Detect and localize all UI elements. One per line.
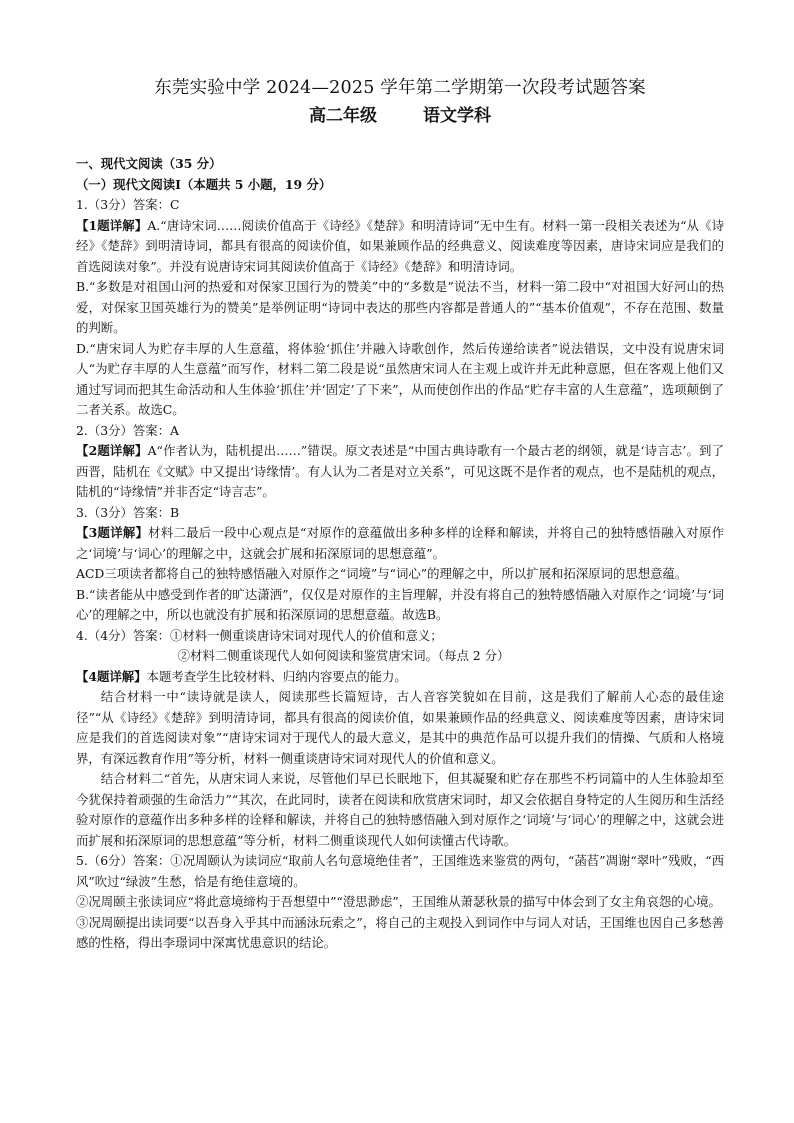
q3-acd: ACD三项读者都将自己的独特感悟融入对原作之“词境”与“词心”的理解之中，所以扩展和拓深原词的思想意蕴。 <box>76 566 688 581</box>
q1-tag: 【1题详解】 <box>76 217 148 233</box>
q1-answer: 1.（3分）答案：C <box>76 197 180 212</box>
q4-paragraph-2: 结合材料二“首先，从唐宋词人来说，尽管他们早已长眠地下，但其凝聚和贮存在那些不朽词篇中的人生体验却至今犹保持着顽强的生命活力”“其次，在此同时，读者在阅读和欣赏唐宋词时，却又会依据自身特定的人生阅历和生活经验对原作的意蕴作出多种多样的诠释和解读，并将自己的独特感悟融入到对原作之‘词境’与‘词心’的理解之中，这就会进而扩展和拓深原词的思想意蕴”等分析，材料二侧重谈现代人如何读懂古代诗歌。 <box>76 771 724 848</box>
document-subtitle <box>76 104 724 128</box>
q2-answer: 2.（3分）答案：A <box>76 422 179 438</box>
subject-label: 语文学科 <box>423 106 491 126</box>
q3-option-b: B.“读者能从中感受到作者的旷达潇洒”，仅仅是对原作的主旨理解，并没有将自己的独特感悟融入对原作之‘词境’与‘词心’的理解之中，所以也就没有扩展和拓深原词的思想意蕴。故选B。 <box>76 586 724 622</box>
q1-option-a: A.“唐诗宋词……阅读价值高于《诗经》《楚辞》和明清诗词”无中生有。材料一第一段相关表述为“从《诗经》《楚辞》到明清诗词，都具有很高的阅读价值，如果兼顾作品的经典意义、阅读难度等因素，唐诗宋词应是我们的首选阅读对象”。并没有说唐诗宋词其阅读价值高于《诗经》《楚辞》和明清诗词。 <box>76 217 724 274</box>
q4-paragraph-1: 结合材料一中“读诗就是读人，阅读那些长篇短诗，古人音容笑貌如在目前，这是我们了解前人心态的最佳途径”“从《诗经》《楚辞》到明清诗词，都具有很高的阅读价值，如果兼顾作品的经典意义、阅读难度等因素，唐诗宋词应是我们的首选阅读对象”“唐诗宋词对于现代人的最大意义，是其中的典范作品可以提升我们的情操、气质和人格境界，有深远教育作用”等分析，材料一侧重谈唐诗宋词对现代人的价值和意义。 <box>76 689 724 766</box>
q3-answer: 3.（3分）答案：B <box>76 504 180 520</box>
grade-label: 高二年级 <box>309 106 377 126</box>
q2-text: A“作者认为，陆机提出……”错误。原文表述是“中国古典诗歌有一个最古老的纲领，就是‘诗言志’。到了西晋，陆机在《文赋》中又提出‘诗缘情’。有人认为二者是对立关系”，可见这既不是作者的观点，也不是陆机的观点，陆机的“诗缘情”并非否定“诗言志”。 <box>76 443 724 499</box>
q2-explanation <box>76 441 724 503</box>
q3-explanation <box>76 523 724 564</box>
q1-explanation-a <box>76 216 724 278</box>
q4-intro: 本题考查学生比较材料、归纳内容要点的能力。 <box>146 668 407 684</box>
q2-tag: 【2题详解】 <box>76 443 148 458</box>
q4-answer: 4.（4分）答案：①材料一侧重谈唐诗宋词对现代人的价值和意义； <box>76 627 443 643</box>
section-subheading: （一）现代文阅读Ⅰ（本题共 5 小题，19 分） <box>76 176 332 192</box>
q3-text: 材料二最后一段中心观点是“对原作的意蕴做出多种多样的诠释和解读，并将自己的独特感悟融入对原作之‘词境’与‘词心’的理解之中，这就会扩展和拓深原词的思想意蕴”。 <box>76 525 724 561</box>
q1-option-b: B.“多数是对祖国山河的热爱和对保家卫国行为的赞美”中的“多数是”说法不当，材料一第二段中“对祖国大好河山的热爱，对保家卫国英雄行为的赞美”是举例证明“诗词中表达的那些内容都是普通人的”“基本价值观”，不存在范围、数量的判断。 <box>76 279 724 335</box>
document-title: 东莞实验中学 2024—2025 学年第二学期第一次段考试题答案 <box>154 78 646 98</box>
q5-point-2: ②况周颐主张读词应“将此意境缔构于吾想望中”“澄思渺虑”，王国维从萧瑟秋景的描写中体会到了女主角哀怨的心境。 <box>76 894 721 909</box>
q4-tag: 【4题详解】 <box>76 668 147 684</box>
q1-option-d: D.“唐宋词人为贮存丰厚的人生意蕴，将体验‘抓住’并融入诗歌创作，然后传递给读者”说法错误，文中没有说唐宋词人“为贮存丰厚的人生意蕴”而写作，材料二第二段是说“虽然唐宋词人在主观上或许并无此种意愿，但在客观上他们又通过写词而把其生命活动和人生体验‘抓住’并‘固定’了下来”，从而使创作出的作品“贮存丰富的人生意蕴”，选项颠倒了二者关系。故选C。 <box>76 340 724 417</box>
q4-explanation <box>76 667 724 688</box>
q3-tag: 【3题详解】 <box>76 525 149 540</box>
section-heading: 一、现代文阅读（35 分） <box>76 156 222 171</box>
q5-answer: 5.（6分）答案：①况周颐认为读词应“取前人名句意境绝佳者”，王国维选来鉴赏的两句，“菡萏”凋谢“翠叶”残败，“西风”吹过“绿波”生愁，恰是有绝佳意境的。 <box>76 853 724 889</box>
q5-point-3: ③况周颐提出读词要“以吾身入乎其中而涵泳玩索之”，将自己的主观投入到词作中与词人对话，王国维也因自己多愁善感的性格，得出李璟词中深寓忧患意识的结论。 <box>76 914 724 950</box>
q4-answer-2: ②材料二侧重谈现代人如何阅读和鉴赏唐宋词。（每点 2 分） <box>177 648 510 663</box>
